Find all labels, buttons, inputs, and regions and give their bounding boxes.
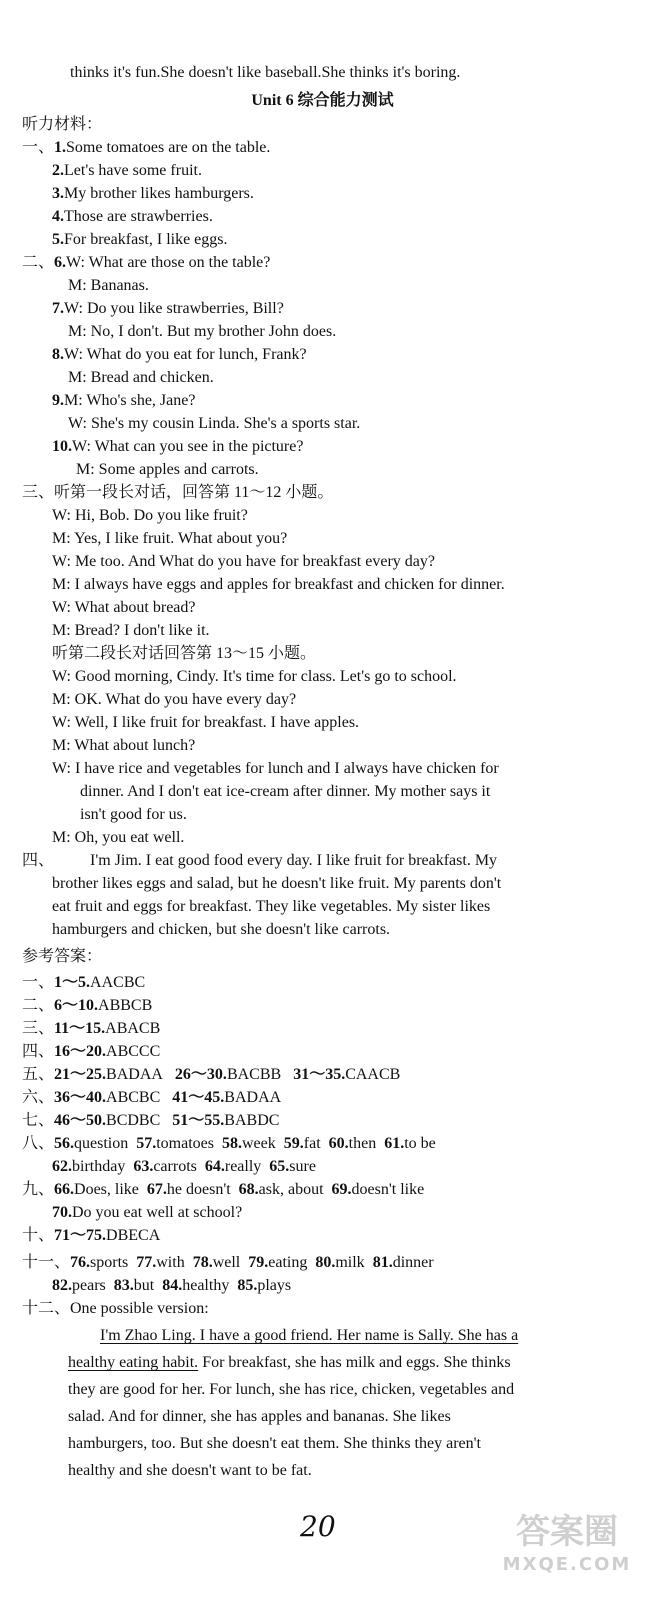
sec1-line: 3.My brother likes hamburgers.	[52, 185, 254, 202]
answer-row: 62.birthday 63.carrots 64.really 65.sure	[52, 1158, 316, 1175]
sec3-dialog-line: W: What about bread?	[52, 599, 196, 616]
sec3-dialog-line: M: I always have eggs and apples for breakfast and chicken for dinner.	[52, 576, 505, 593]
sec1-line: 5.For breakfast, I like eggs.	[52, 231, 228, 248]
intro-line: thinks it's fun.She doesn't like baseball.She thinks it's boring.	[70, 64, 461, 81]
sec3-dialog-line: dinner. And I don't eat ice-cream after dinner. My mother says it	[80, 783, 491, 800]
sec3-header-2: 听第二段长对话回答第 13～15 小题。	[52, 645, 317, 662]
watermark-url: MXQE.COM	[502, 1554, 632, 1575]
answer-row: 十、71～75.DBECA	[22, 1227, 161, 1244]
essay-label: 十二、One possible version:	[22, 1300, 209, 1317]
sec3-dialog-line: M: What about lunch?	[52, 737, 196, 754]
answer-row: 七、46～50.BCDBC 51～55.BABDC	[22, 1112, 280, 1129]
sec1-line: 2.Let's have some fruit.	[52, 162, 202, 179]
sec4-line: brother likes eggs and salad, but he doesn't like fruit. My parents don't	[52, 875, 502, 892]
essay-line: I'm Zhao Ling. I have a good friend. Her name is Sally. She has a	[100, 1327, 519, 1344]
sec1-line: 4.Those are strawberries.	[52, 208, 213, 225]
sec2-line: W: She's my cousin Linda. She's a sports star.	[68, 415, 361, 432]
sec2-line: 10.W: What can you see in the picture?	[52, 438, 304, 455]
sec3-dialog-line: M: Yes, I like fruit. What about you?	[52, 530, 288, 547]
essay-line: healthy eating habit. For breakfast, she has milk and eggs. She thinks	[68, 1354, 511, 1371]
answer-row: 八、56.question 57.tomatoes 58.week 59.fat 60.then 61.to be	[22, 1135, 436, 1152]
sec2-line: 9.M: Who's she, Jane?	[52, 392, 196, 409]
sec2-line: 8.W: What do you eat for lunch, Frank?	[52, 346, 307, 363]
essay-line: they are good for her. For lunch, she has rice, chicken, vegetables and	[68, 1381, 515, 1398]
answer-row: 二、6～10.ABBCB	[22, 997, 153, 1014]
sec2-line: 二、6.W: What are those on the table?	[22, 254, 271, 271]
sec3-dialog-line: M: OK. What do you have every day?	[52, 691, 297, 708]
listening-header: 听力材料：	[22, 116, 103, 133]
sec2-line: M: Some apples and carrots.	[76, 461, 259, 478]
watermark-logo-text: 答案圈	[516, 1512, 618, 1552]
sec4-line: eat fruit and eggs for breakfast. They like vegetables. My sister likes	[52, 898, 491, 915]
answer-row: 三、11～15.ABACB	[22, 1020, 161, 1037]
answer-row: 五、21～25.BADAA 26～30.BACBB 31～35.CAACB	[22, 1066, 401, 1083]
sec2-line: M: Bananas.	[68, 277, 149, 294]
sec3-header: 三、听第一段长对话，回答第 11～12 小题。	[22, 484, 334, 501]
sec3-dialog-line: W: Good morning, Cindy. It's time for class. Let's go to school.	[52, 668, 457, 685]
answer-row: 70.Do you eat well at school?	[52, 1204, 243, 1221]
essay-line: salad. And for dinner, she has apples and bananas. She likes	[68, 1408, 451, 1425]
sec4-line: hamburgers and chicken, but she doesn't like carrots.	[52, 921, 391, 938]
sec2-line: 7.W: Do you like strawberries, Bill?	[52, 300, 284, 317]
page-number: 20	[300, 1510, 336, 1543]
answer-row: 82.pears 83.but 84.healthy 85.plays	[52, 1277, 292, 1294]
sec3-dialog-line: W: Hi, Bob. Do you like fruit?	[52, 507, 248, 524]
unit-title: Unit 6 综合能力测试	[251, 92, 394, 109]
answer-row: 四、16～20.ABCCC	[22, 1043, 161, 1060]
answer-row: 十一、76.sports 77.with 78.well 79.eating 80.milk 81.dinner	[22, 1254, 434, 1271]
sec4-label: 四、	[22, 852, 55, 869]
answer-row: 九、66.Does, like 67.he doesn't 68.ask, about 69.doesn't like	[22, 1181, 425, 1198]
essay-line: healthy and she doesn't want to be fat.	[68, 1462, 312, 1479]
sec3-dialog-line: M: Oh, you eat well.	[52, 829, 185, 846]
sec2-line: M: No, I don't. But my brother John does.	[68, 323, 337, 340]
answers-header: 参考答案：	[22, 948, 103, 965]
sec3-dialog-line: W: I have rice and vegetables for lunch and I always have chicken for	[52, 760, 499, 777]
answer-row: 一、1～5.AACBC	[22, 974, 146, 991]
sec3-dialog-line: M: Bread? I don't like it.	[52, 622, 210, 639]
sec2-line: M: Bread and chicken.	[68, 369, 214, 386]
watermark	[497, 1510, 637, 1590]
sec4-line: I'm Jim. I eat good food every day. I like fruit for breakfast. My	[90, 852, 498, 869]
sec3-dialog-line: W: Well, I like fruit for breakfast. I have apples.	[52, 714, 360, 731]
answer-row: 六、36～40.ABCBC 41～45.BADAA	[22, 1089, 282, 1106]
sec3-dialog-line: W: Me too. And What do you have for breakfast every day?	[52, 553, 435, 570]
essay-line: hamburgers, too. But she doesn't eat them. She thinks they aren't	[68, 1435, 481, 1452]
sec1-line: 一、1.Some tomatoes are on the table.	[22, 139, 271, 156]
sec3-dialog-line: isn't good for us.	[80, 806, 187, 823]
